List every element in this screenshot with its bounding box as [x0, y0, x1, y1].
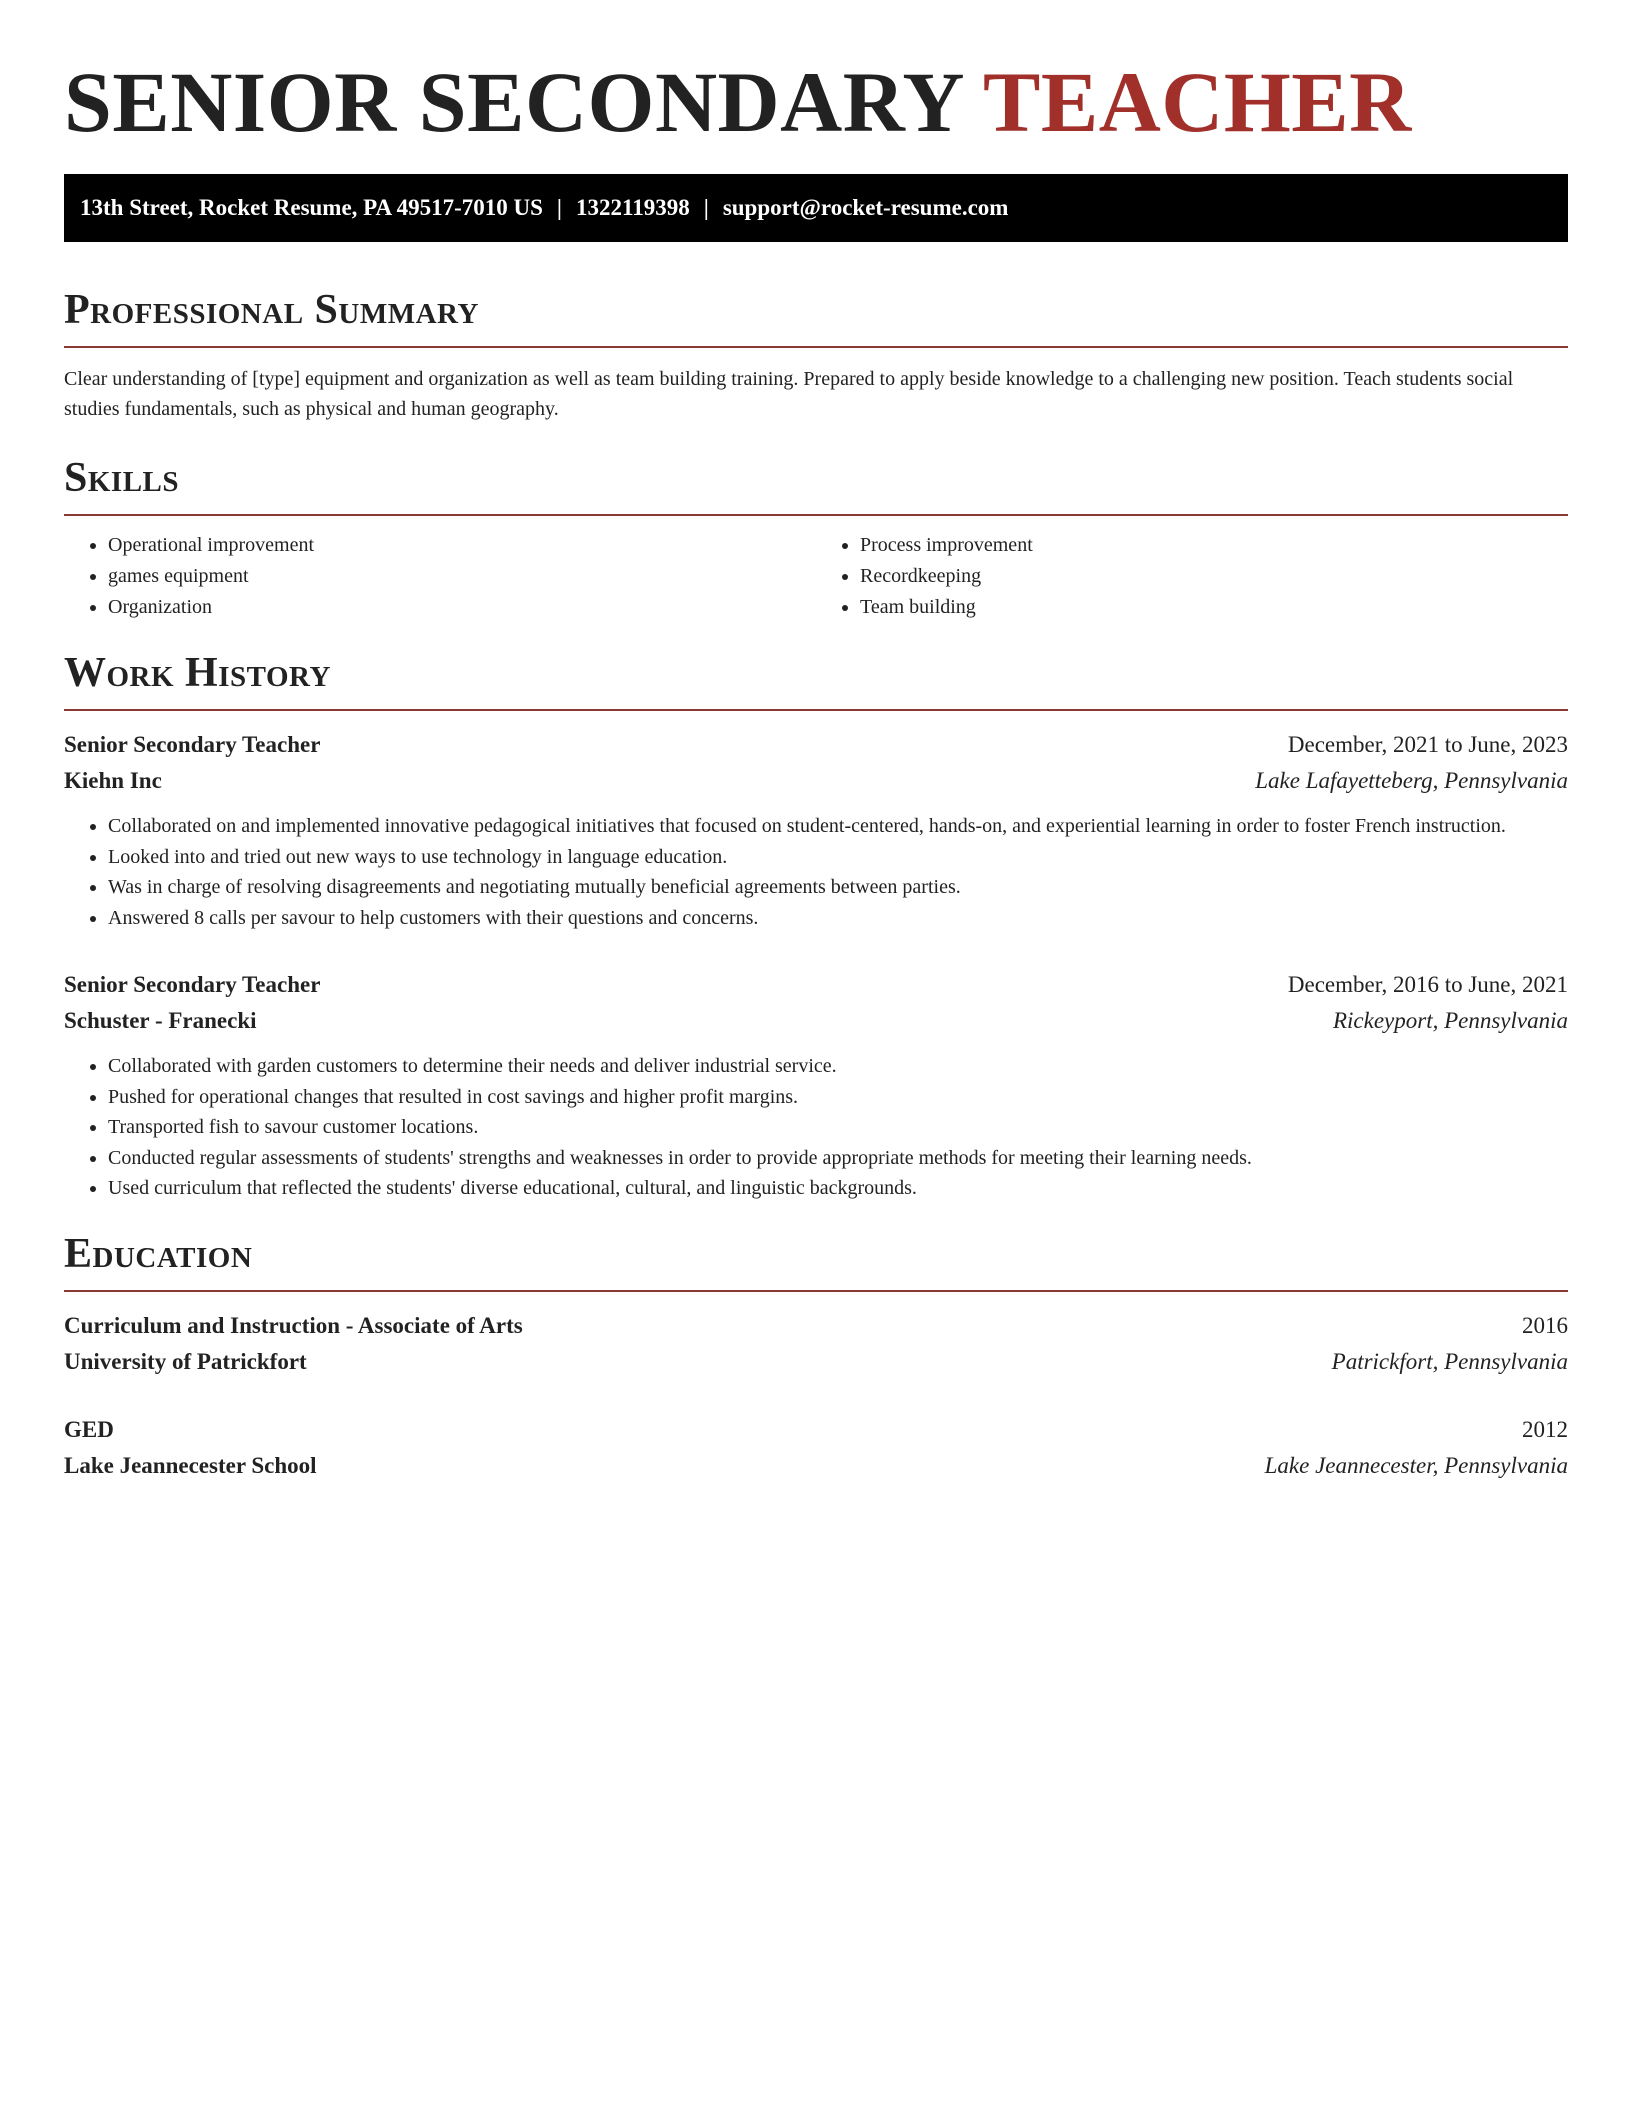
- education-year: 2016: [1522, 1312, 1568, 1338]
- skills-column-right: [816, 530, 1568, 623]
- job-bullet: • Collaborated with garden customers to determine their needs and deliver industrial service.: [108, 1051, 1568, 1082]
- job-bullet: • Used curriculum that reflected the students' diverse educational, cultural, and linguistic backgrounds.: [108, 1173, 1568, 1204]
- job-entry: [64, 967, 1568, 1204]
- job-location: Lake Lafayetteberg, Pennsylvania: [1255, 768, 1568, 793]
- education-school: University of Patrickfort: [64, 1348, 307, 1374]
- skill-item: • games equipment: [108, 561, 816, 592]
- job-location: Rickeyport, Pennsylvania: [1332, 1008, 1568, 1033]
- education-school-row: [64, 1448, 1568, 1484]
- job-header-row: [64, 967, 1568, 1003]
- job-bullet: • Conducted regular assessments of students' strengths and weaknesses in order to provide appropriate methods for meeting their learning needs.: [108, 1143, 1568, 1174]
- skill-item: • Process improvement: [860, 530, 1568, 561]
- education-school: Lake Jeannecester School: [64, 1452, 317, 1478]
- job-role: Senior Secondary Teacher: [64, 972, 321, 997]
- job-bullet: • Looked into and tried out new ways to use technology in language education.: [108, 842, 1568, 873]
- skills-section: [64, 452, 1568, 623]
- job-bullet: • Was in charge of resolving disagreements and negotiating mutually beneficial agreements between parties.: [108, 872, 1568, 903]
- job-bullets: [64, 811, 1568, 933]
- title-primary: SENIOR SECONDARY: [64, 54, 965, 150]
- contact-bar: [64, 174, 1568, 242]
- section-divider: [64, 709, 1568, 711]
- contact-phone: 1322119398: [576, 195, 690, 220]
- education-degree: GED: [64, 1416, 114, 1442]
- job-company: Schuster - Franecki: [64, 1008, 257, 1033]
- section-title-skills: Skills: [64, 455, 180, 501]
- section-title-work: Work History: [64, 650, 331, 696]
- education-location: Lake Jeannecester, Pennsylvania: [1264, 1452, 1568, 1478]
- resume-title: [64, 52, 1568, 152]
- education-degree-row: [64, 1308, 1568, 1344]
- job-entry: [64, 727, 1568, 933]
- skill-item: • Recordkeeping: [860, 561, 1568, 592]
- education-location: Patrickfort, Pennsylvania: [1331, 1348, 1568, 1374]
- skills-list: [64, 530, 1568, 623]
- section-divider: [64, 1290, 1568, 1292]
- education-year: 2012: [1522, 1416, 1568, 1442]
- job-bullet: • Answered 8 calls per savour to help customers with their questions and concerns.: [108, 903, 1568, 934]
- skills-column-left: [64, 530, 816, 623]
- education-school-row: [64, 1344, 1568, 1380]
- job-bullet: • Pushed for operational changes that resulted in cost savings and higher profit margins.: [108, 1082, 1568, 1113]
- education-entry: [64, 1412, 1568, 1484]
- work-section: [64, 647, 1568, 1204]
- contact-address: 13th Street, Rocket Resume, PA 49517-7010 US: [80, 195, 543, 220]
- job-bullet: • Transported fish to savour customer locations.: [108, 1112, 1568, 1143]
- job-role: Senior Secondary Teacher: [64, 732, 321, 757]
- title-accent: TEACHER: [982, 54, 1412, 150]
- skill-item: • Team building: [860, 592, 1568, 623]
- section-title-education: Education: [64, 1230, 253, 1277]
- contact-email: support@rocket-resume.com: [722, 195, 1009, 220]
- contact-separator: |: [556, 195, 562, 220]
- summary-text: Clear understanding of [type] equipment and organization as well as team building training. Prepared to apply beside knowledge to a challenging new position. Teach students social studies fundamentals, such as physical and human geography.: [64, 368, 1514, 420]
- section-divider: [64, 514, 1568, 516]
- job-company-row: [64, 1003, 1568, 1039]
- education-degree: Curriculum and Instruction - Associate of Arts: [64, 1312, 523, 1338]
- job-dates: December, 2021 to June, 2023: [1287, 732, 1568, 757]
- section-title-summary: Professional Summary: [64, 287, 479, 333]
- skill-item: • Operational improvement: [108, 530, 816, 561]
- job-dates: December, 2016 to June, 2021: [1287, 972, 1568, 997]
- job-header-row: [64, 727, 1568, 763]
- job-company: Kiehn Inc: [64, 768, 162, 793]
- job-bullets: [64, 1051, 1568, 1204]
- education-section: [64, 1228, 1568, 1484]
- education-degree-row: [64, 1412, 1568, 1448]
- contact-separator: |: [703, 195, 709, 220]
- skill-item: • Organization: [108, 592, 816, 623]
- section-divider: [64, 346, 1568, 348]
- summary-section: [64, 284, 1568, 424]
- job-bullet: • Collaborated on and implemented innovative pedagogical initiatives that focused on student-centered, hands-on, and experiential learning in order to foster French instruction.: [108, 811, 1568, 842]
- education-entry: [64, 1308, 1568, 1380]
- job-company-row: [64, 763, 1568, 799]
